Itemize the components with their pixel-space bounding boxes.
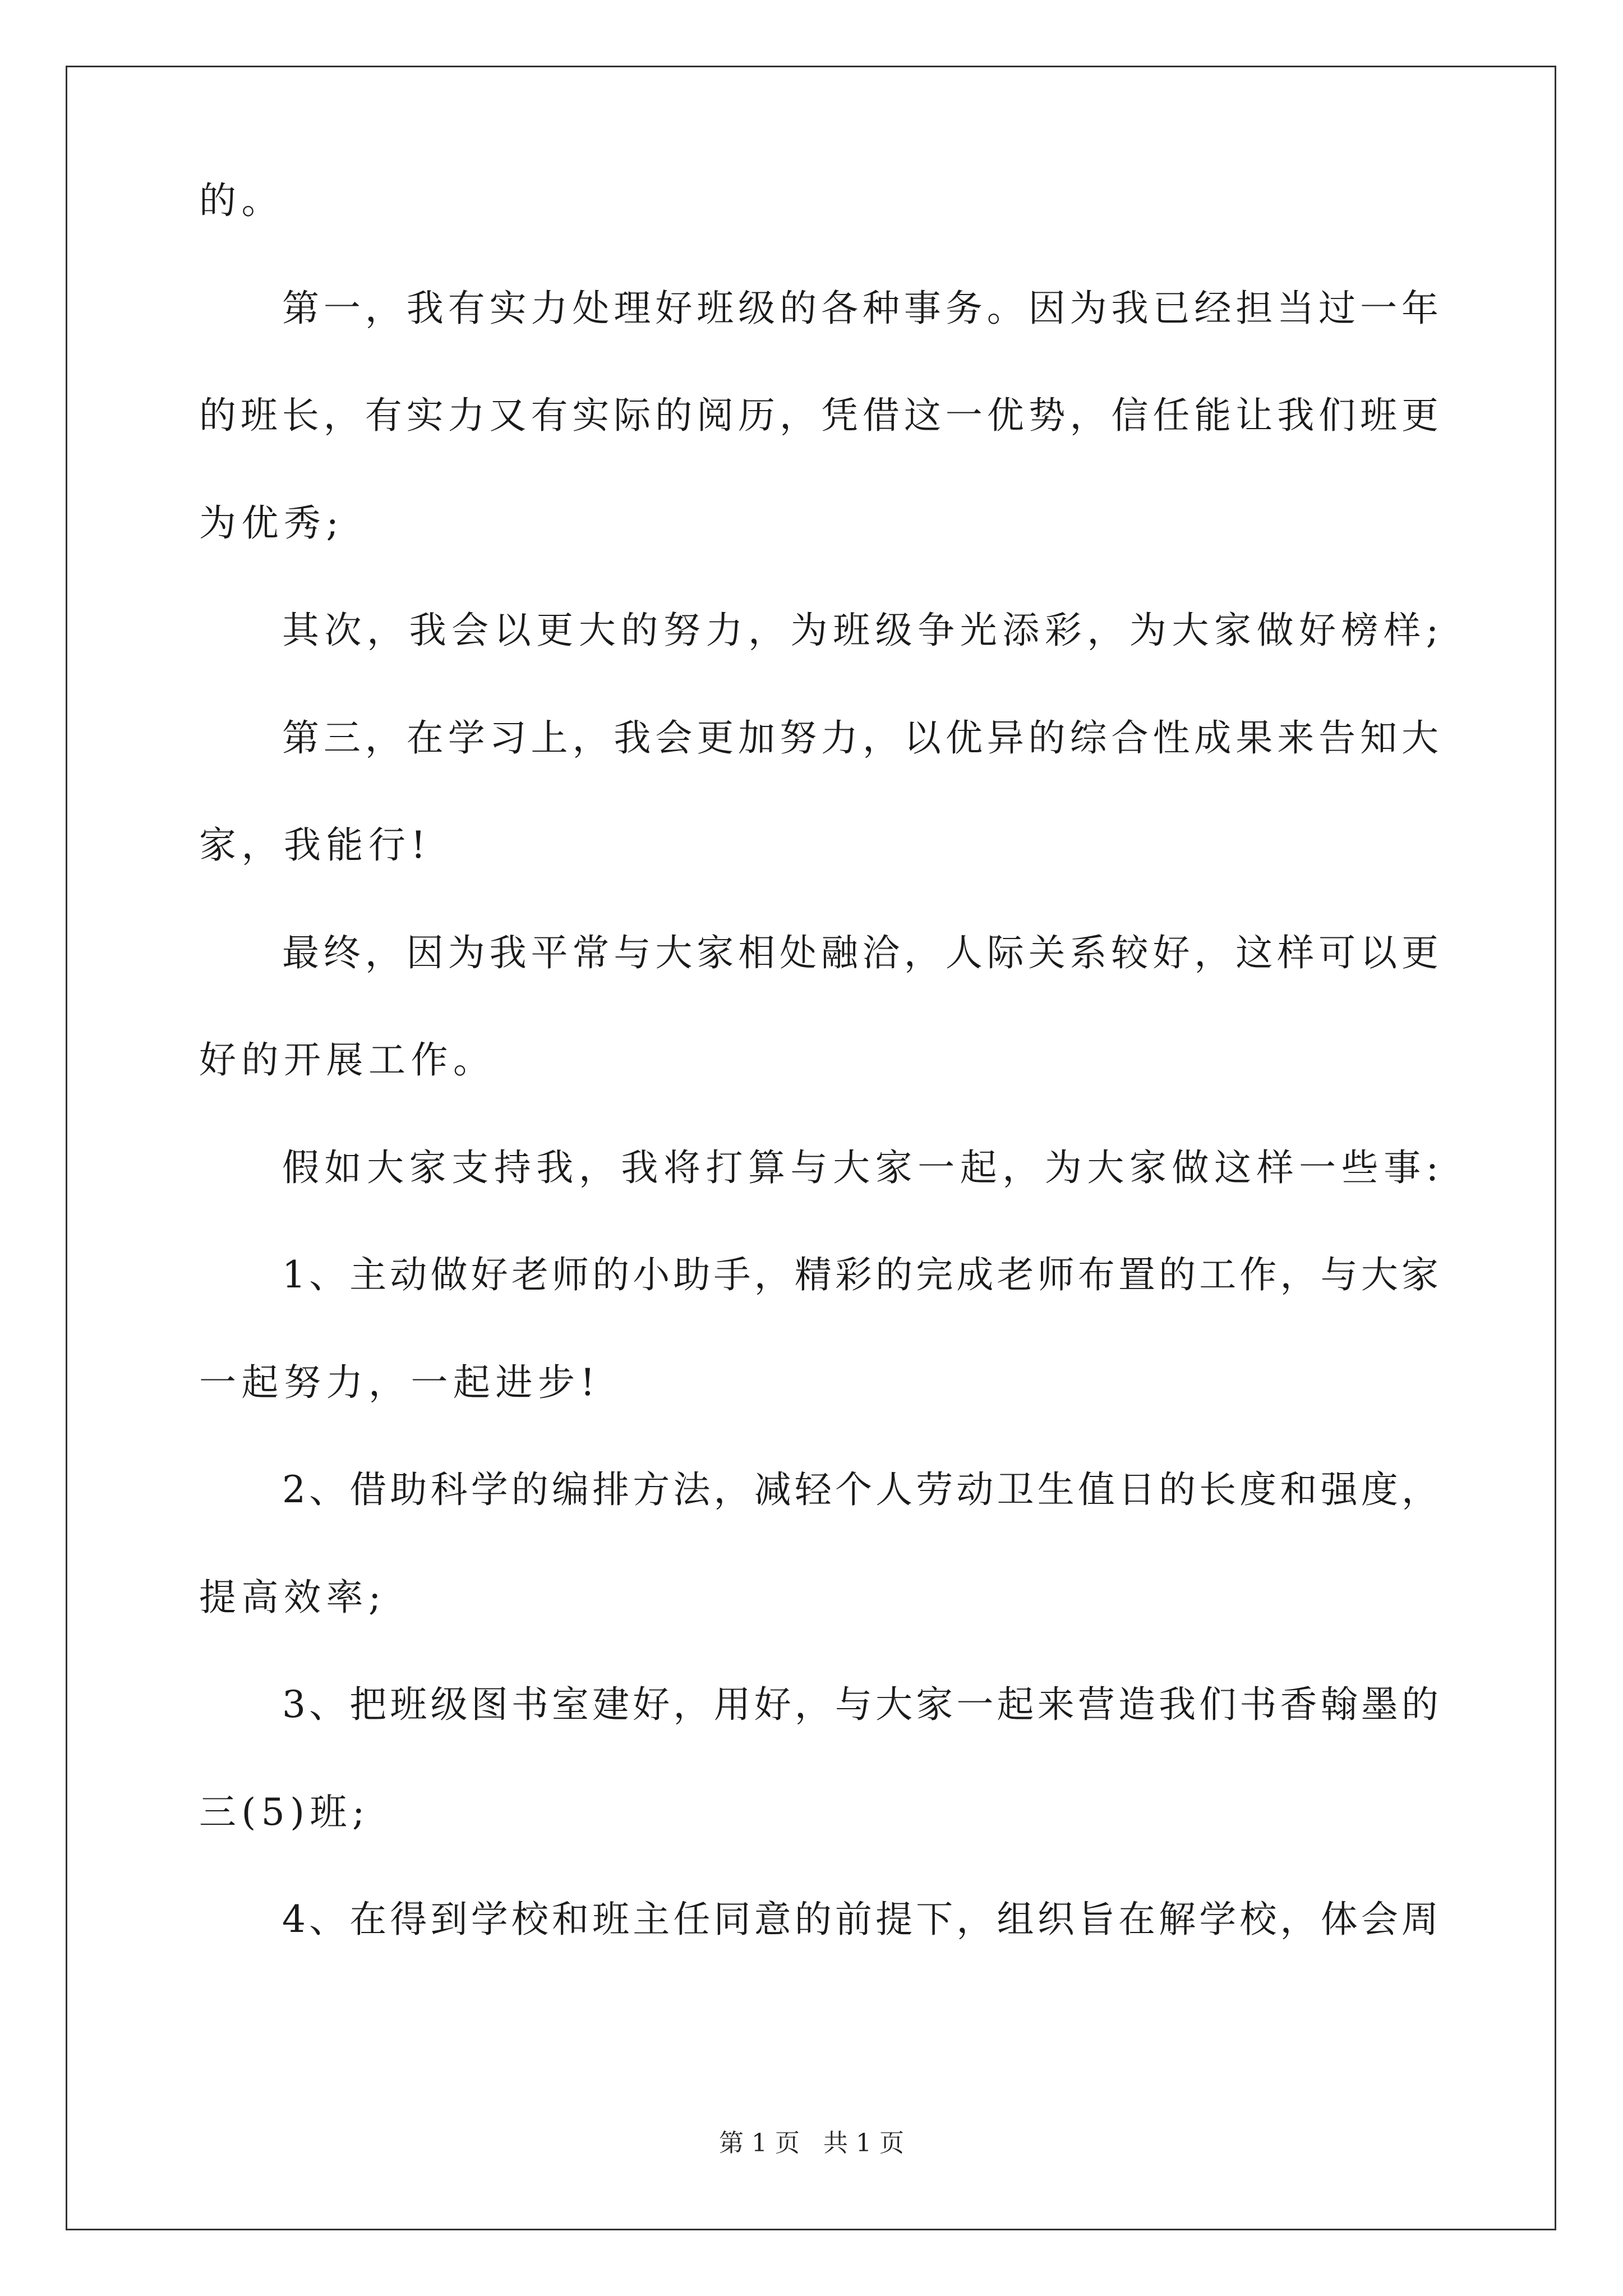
text-line: 家，我能行! xyxy=(199,823,431,867)
text-line: 好的开展工作。 xyxy=(199,1038,496,1082)
text-line: 其次，我会以更大的努力，为班级争光添彩，为大家做好榜样; xyxy=(282,609,1438,652)
text-line: 假如大家支持我，我将打算与大家一起，为大家做这样一些事: xyxy=(282,1145,1438,1189)
page-footer: 第 1 页 共 1 页 xyxy=(719,2129,904,2157)
text-line: 的班长，有实力又有实际的阅历，凭借这一优势，信任能让我们班更 xyxy=(199,394,1438,437)
text-line: 最终，因为我平常与大家相处融洽，人际关系较好，这样可以更 xyxy=(282,931,1438,974)
text-line: 的。 xyxy=(199,179,284,222)
text-line: 1、主动做好老师的小助手，精彩的完成老师布置的工作，与大家 xyxy=(282,1253,1438,1296)
text-line: 为优秀; xyxy=(199,501,344,545)
text-line: 3、把班级图书室建好，用好，与大家一起来营造我们书香翰墨的 xyxy=(282,1683,1438,1726)
text-line: 三(5)班; xyxy=(199,1790,370,1834)
text-line: 第一，我有实力处理好班级的各种事务。因为我已经担当过一年 xyxy=(282,286,1438,330)
text-line: 2、借助科学的编排方法，减轻个人劳动卫生值日的长度和强度， xyxy=(282,1468,1438,1511)
text-line: 第三，在学习上，我会更加努力，以优异的综合性成果来告知大 xyxy=(282,716,1438,760)
text-line: 4、在得到学校和班主任同意的前提下，组织旨在解学校，体会周 xyxy=(282,1898,1438,1941)
text-line: 一起努力，一起进步! xyxy=(199,1360,601,1404)
text-line: 提高效率; xyxy=(199,1575,386,1619)
